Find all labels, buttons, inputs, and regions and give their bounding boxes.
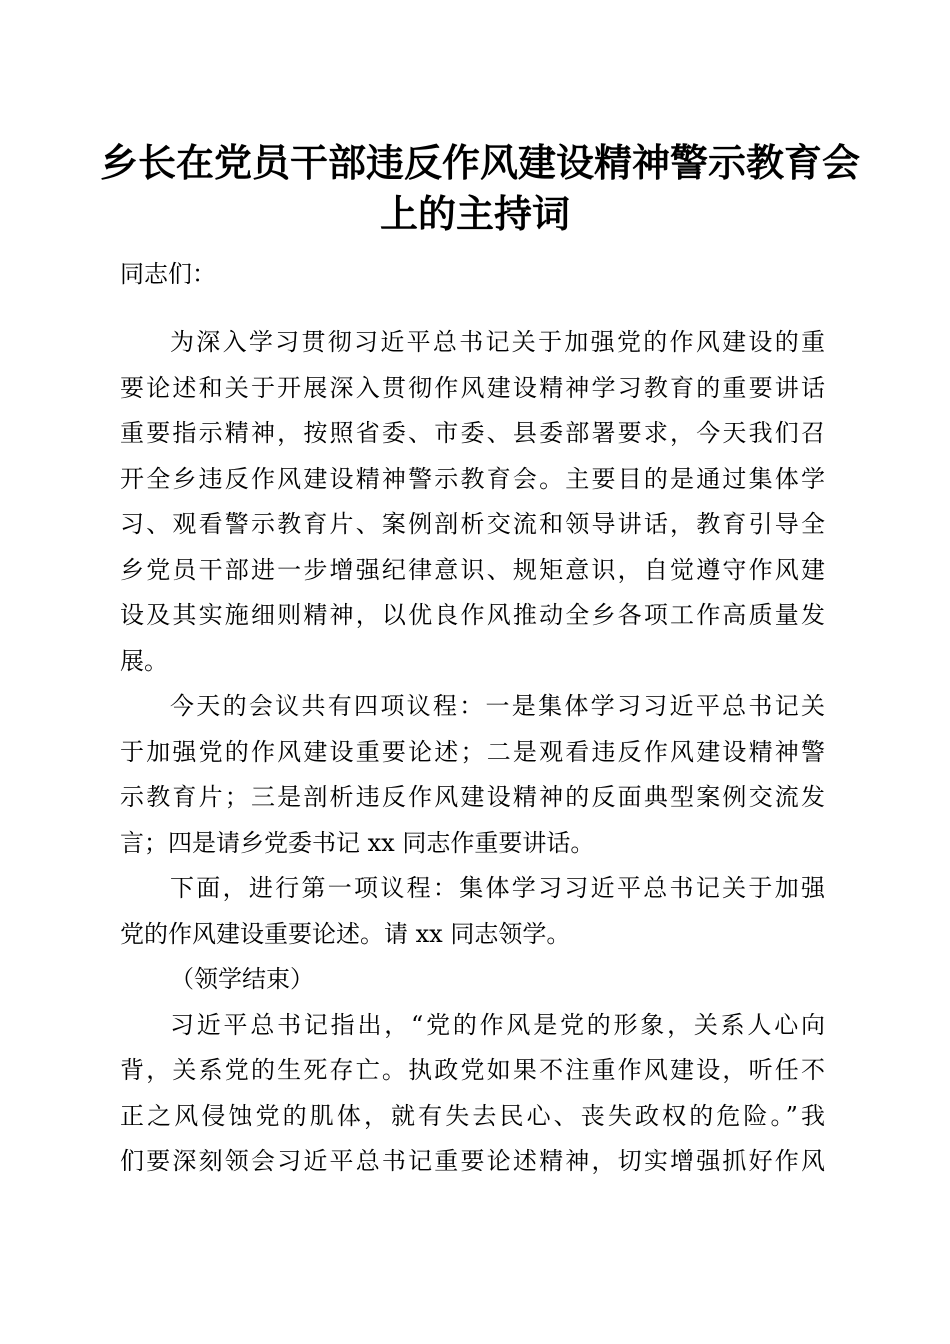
document-title-line-1: 乡长在党员干部违反作风建设精神警示教育会 xyxy=(100,140,861,185)
document-title-line-2: 上的主持词 xyxy=(379,191,570,236)
body-line: 习、观看警示教育片、案例剖析交流和领导讲话，教育引导全 xyxy=(120,510,825,538)
body-line: 下面，进行第一项议程：集体学习习近平总书记关于加强 xyxy=(170,874,825,902)
body-line: 习近平总书记指出，“党的作风是党的形象，关系人心向 xyxy=(170,1010,825,1039)
body-line: 党的作风建设重要论述。请 xx 同志领学。 xyxy=(120,919,571,948)
body-line: 要论述和关于开展深入贯彻作风建设精神学习教育的重要讲话 xyxy=(120,373,825,402)
body-line: 们要深刻领会习近平总书记重要论述精神，切实增强抓好作风 xyxy=(120,1147,825,1175)
body-line: 重要指示精神，按照省委、市委、县委部署要求，今天我们召 xyxy=(120,419,825,447)
body-line: 于加强党的作风建设重要论述；二是观看违反作风建设精神警 xyxy=(120,737,825,766)
body-line: 正之风侵蚀党的肌体，就有失去民心、丧失政权的危险。”我 xyxy=(120,1101,825,1130)
salutation: 同志们： xyxy=(120,260,216,288)
body-line: （领学结束） xyxy=(170,965,314,993)
body-line: 为深入学习贯彻习近平总书记关于加强党的作风建设的重 xyxy=(170,328,825,356)
body-line: 展。 xyxy=(120,646,168,675)
body-line: 设及其实施细则精神，以优良作风推动全乡各项工作高质量发 xyxy=(120,601,825,629)
body-line: 今天的会议共有四项议程：一是集体学习习近平总书记关 xyxy=(170,692,825,720)
body-line: 言；四是请乡党委书记 xx 同志作重要讲话。 xyxy=(120,828,595,857)
body-line: 示教育片；三是剖析违反作风建设精神的反面典型案例交流发 xyxy=(120,783,825,811)
body-line: 乡党员干部进一步增强纪律意识、规矩意识，自觉遵守作风建 xyxy=(120,555,825,584)
body-line: 开全乡违反作风建设精神警示教育会。主要目的是通过集体学 xyxy=(120,464,825,493)
body-line: 背，关系党的生死存亡。执政党如果不注重作风建设，听任不 xyxy=(120,1056,825,1084)
